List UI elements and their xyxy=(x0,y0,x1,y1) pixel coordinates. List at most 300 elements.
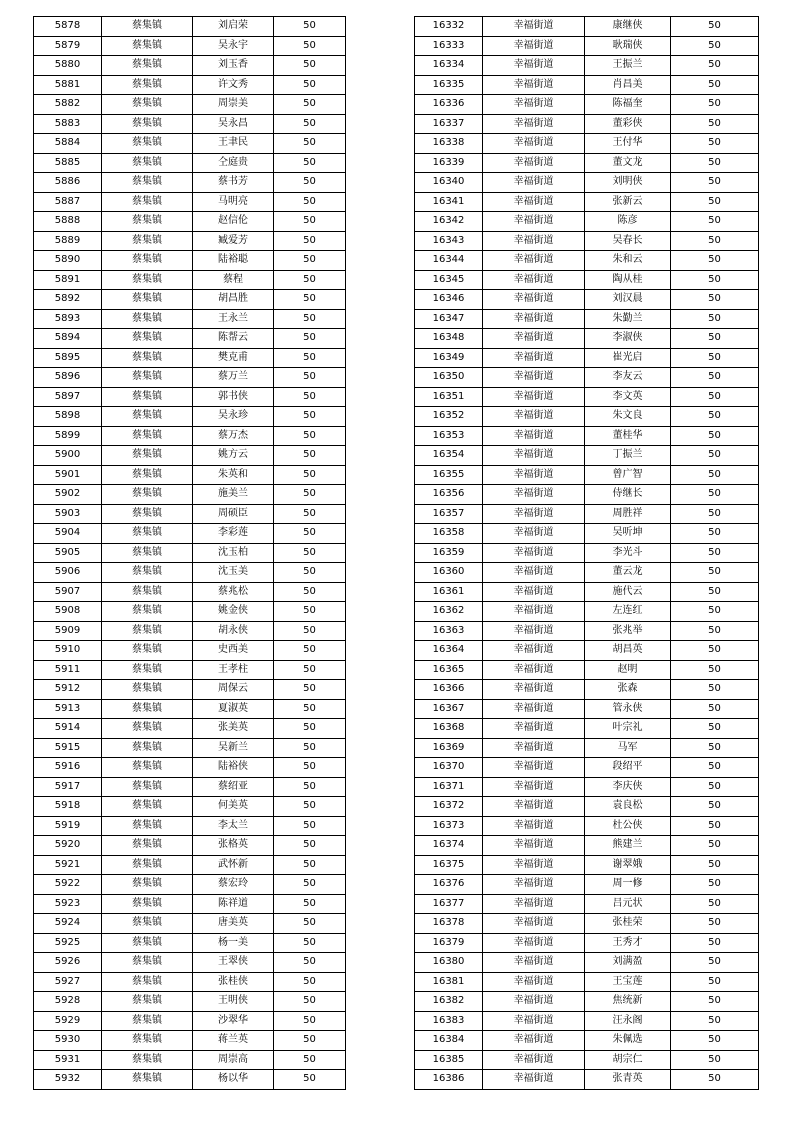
row-number-cell: 16386 xyxy=(415,1070,483,1090)
name-cell: 张桂荣 xyxy=(585,914,671,934)
table-row xyxy=(34,1050,346,1070)
district-cell: 蔡集镇 xyxy=(102,387,193,407)
name-cell: 郭书侠 xyxy=(193,387,274,407)
name-cell: 李光斗 xyxy=(585,543,671,563)
table-row xyxy=(34,407,346,427)
amount-cell: 50 xyxy=(671,524,759,544)
table-row xyxy=(415,1070,759,1090)
row-number-cell: 5929 xyxy=(34,1011,102,1031)
amount-cell: 50 xyxy=(671,836,759,856)
table-row xyxy=(415,660,759,680)
district-cell: 蔡集镇 xyxy=(102,680,193,700)
table-row xyxy=(415,680,759,700)
amount-cell: 50 xyxy=(274,212,346,232)
row-number-cell: 5907 xyxy=(34,582,102,602)
name-cell: 周一修 xyxy=(585,875,671,895)
district-cell: 幸福街道 xyxy=(483,777,585,797)
name-cell: 施代云 xyxy=(585,582,671,602)
name-cell: 周崇高 xyxy=(193,1050,274,1070)
amount-cell: 50 xyxy=(671,251,759,271)
amount-cell: 50 xyxy=(274,407,346,427)
table-row xyxy=(34,641,346,661)
amount-cell: 50 xyxy=(671,563,759,583)
district-cell: 幸福街道 xyxy=(483,875,585,895)
table-row xyxy=(415,56,759,76)
name-cell: 张格英 xyxy=(193,836,274,856)
district-cell: 蔡集镇 xyxy=(102,309,193,329)
district-cell: 蔡集镇 xyxy=(102,933,193,953)
row-number-cell: 16357 xyxy=(415,504,483,524)
table-row xyxy=(415,485,759,505)
name-cell: 蔡万兰 xyxy=(193,368,274,388)
amount-cell: 50 xyxy=(671,192,759,212)
row-number-cell: 5928 xyxy=(34,992,102,1012)
name-cell: 胡宗仁 xyxy=(585,1050,671,1070)
name-cell: 董文龙 xyxy=(585,153,671,173)
table-row xyxy=(415,894,759,914)
row-number-cell: 16332 xyxy=(415,17,483,37)
table-row xyxy=(34,836,346,856)
amount-cell: 50 xyxy=(274,524,346,544)
row-number-cell: 16378 xyxy=(415,914,483,934)
district-cell: 蔡集镇 xyxy=(102,485,193,505)
name-cell: 李太兰 xyxy=(193,816,274,836)
row-number-cell: 5896 xyxy=(34,368,102,388)
row-number-cell: 5892 xyxy=(34,290,102,310)
district-cell: 幸福街道 xyxy=(483,582,585,602)
table-row xyxy=(415,153,759,173)
district-cell: 幸福街道 xyxy=(483,816,585,836)
district-cell: 幸福街道 xyxy=(483,173,585,193)
table-row xyxy=(34,972,346,992)
row-number-cell: 5913 xyxy=(34,699,102,719)
name-cell: 李文英 xyxy=(585,387,671,407)
amount-cell: 50 xyxy=(274,231,346,251)
district-cell: 蔡集镇 xyxy=(102,914,193,934)
name-cell: 仝庭贵 xyxy=(193,153,274,173)
amount-cell: 50 xyxy=(671,1070,759,1090)
district-cell: 蔡集镇 xyxy=(102,621,193,641)
row-number-cell: 5902 xyxy=(34,485,102,505)
table-row xyxy=(34,504,346,524)
name-cell: 陆裕聪 xyxy=(193,251,274,271)
table-row xyxy=(34,797,346,817)
row-number-cell: 16369 xyxy=(415,738,483,758)
name-cell: 杜公侠 xyxy=(585,816,671,836)
district-cell: 幸福街道 xyxy=(483,368,585,388)
district-cell: 蔡集镇 xyxy=(102,524,193,544)
name-cell: 沈玉美 xyxy=(193,563,274,583)
amount-cell: 50 xyxy=(274,17,346,37)
amount-cell: 50 xyxy=(671,855,759,875)
name-cell: 刘玉香 xyxy=(193,56,274,76)
district-cell: 幸福街道 xyxy=(483,1031,585,1051)
name-cell: 刘启荣 xyxy=(193,17,274,37)
name-cell: 王秀才 xyxy=(585,933,671,953)
amount-cell: 50 xyxy=(671,1050,759,1070)
row-number-cell: 5918 xyxy=(34,797,102,817)
table-row xyxy=(415,524,759,544)
name-cell: 王翠侠 xyxy=(193,953,274,973)
name-cell: 胡昌英 xyxy=(585,641,671,661)
amount-cell: 50 xyxy=(671,329,759,349)
row-number-cell: 16351 xyxy=(415,387,483,407)
amount-cell: 50 xyxy=(274,368,346,388)
row-number-cell: 5906 xyxy=(34,563,102,583)
name-cell: 周胜祥 xyxy=(585,504,671,524)
amount-cell: 50 xyxy=(671,641,759,661)
amount-cell: 50 xyxy=(671,797,759,817)
name-cell: 樊克甫 xyxy=(193,348,274,368)
district-cell: 幸福街道 xyxy=(483,95,585,115)
district-cell: 幸福街道 xyxy=(483,407,585,427)
name-cell: 蔡兆松 xyxy=(193,582,274,602)
row-number-cell: 5898 xyxy=(34,407,102,427)
district-cell: 幸福街道 xyxy=(483,75,585,95)
amount-cell: 50 xyxy=(274,1070,346,1090)
district-cell: 幸福街道 xyxy=(483,212,585,232)
district-cell: 幸福街道 xyxy=(483,1070,585,1090)
name-cell: 王永兰 xyxy=(193,309,274,329)
row-number-cell: 5919 xyxy=(34,816,102,836)
district-cell: 蔡集镇 xyxy=(102,426,193,446)
name-cell: 吴永宇 xyxy=(193,36,274,56)
amount-cell: 50 xyxy=(671,407,759,427)
row-number-cell: 16341 xyxy=(415,192,483,212)
row-number-cell: 5880 xyxy=(34,56,102,76)
row-number-cell: 5908 xyxy=(34,602,102,622)
row-number-cell: 5882 xyxy=(34,95,102,115)
amount-cell: 50 xyxy=(274,758,346,778)
amount-cell: 50 xyxy=(671,738,759,758)
amount-cell: 50 xyxy=(671,465,759,485)
district-cell: 幸福街道 xyxy=(483,855,585,875)
table-row xyxy=(34,485,346,505)
name-cell: 李彩莲 xyxy=(193,524,274,544)
row-number-cell: 16363 xyxy=(415,621,483,641)
amount-cell: 50 xyxy=(274,602,346,622)
amount-cell: 50 xyxy=(274,75,346,95)
row-number-cell: 5915 xyxy=(34,738,102,758)
table-row xyxy=(34,1070,346,1090)
row-number-cell: 5890 xyxy=(34,251,102,271)
amount-cell: 50 xyxy=(274,329,346,349)
name-cell: 董桂华 xyxy=(585,426,671,446)
name-cell: 周崇美 xyxy=(193,95,274,115)
district-cell: 蔡集镇 xyxy=(102,875,193,895)
district-cell: 蔡集镇 xyxy=(102,270,193,290)
amount-cell: 50 xyxy=(274,192,346,212)
table-row xyxy=(34,992,346,1012)
name-cell: 唐美英 xyxy=(193,914,274,934)
amount-cell: 50 xyxy=(671,114,759,134)
name-cell: 董彩侠 xyxy=(585,114,671,134)
table-row xyxy=(34,1011,346,1031)
district-cell: 幸福街道 xyxy=(483,290,585,310)
name-cell: 康继侠 xyxy=(585,17,671,37)
amount-cell: 50 xyxy=(274,465,346,485)
row-number-cell: 5924 xyxy=(34,914,102,934)
amount-cell: 50 xyxy=(274,1031,346,1051)
row-number-cell: 16354 xyxy=(415,446,483,466)
name-cell: 周硕臣 xyxy=(193,504,274,524)
name-cell: 夏淑英 xyxy=(193,699,274,719)
name-cell: 武怀新 xyxy=(193,855,274,875)
row-number-cell: 16349 xyxy=(415,348,483,368)
row-number-cell: 5905 xyxy=(34,543,102,563)
district-cell: 幸福街道 xyxy=(483,699,585,719)
amount-cell: 50 xyxy=(274,1011,346,1031)
name-cell: 李淑侠 xyxy=(585,329,671,349)
amount-cell: 50 xyxy=(274,933,346,953)
name-cell: 张新云 xyxy=(585,192,671,212)
table-row xyxy=(34,251,346,271)
district-cell: 幸福街道 xyxy=(483,426,585,446)
amount-cell: 50 xyxy=(274,348,346,368)
row-number-cell: 16367 xyxy=(415,699,483,719)
district-cell: 幸福街道 xyxy=(483,1050,585,1070)
table-row xyxy=(34,914,346,934)
amount-cell: 50 xyxy=(274,309,346,329)
table-row xyxy=(34,816,346,836)
row-number-cell: 16359 xyxy=(415,543,483,563)
row-number-cell: 16335 xyxy=(415,75,483,95)
amount-cell: 50 xyxy=(274,504,346,524)
district-cell: 蔡集镇 xyxy=(102,894,193,914)
amount-cell: 50 xyxy=(274,290,346,310)
amount-cell: 50 xyxy=(274,387,346,407)
row-number-cell: 5911 xyxy=(34,660,102,680)
district-cell: 幸福街道 xyxy=(483,953,585,973)
amount-cell: 50 xyxy=(274,153,346,173)
name-cell: 胡永侠 xyxy=(193,621,274,641)
table-row xyxy=(34,212,346,232)
district-cell: 幸福街道 xyxy=(483,621,585,641)
district-cell: 蔡集镇 xyxy=(102,114,193,134)
amount-cell: 50 xyxy=(671,894,759,914)
district-cell: 幸福街道 xyxy=(483,914,585,934)
name-cell: 陶从桂 xyxy=(585,270,671,290)
row-number-cell: 5897 xyxy=(34,387,102,407)
district-cell: 蔡集镇 xyxy=(102,173,193,193)
district-cell: 蔡集镇 xyxy=(102,797,193,817)
row-number-cell: 16353 xyxy=(415,426,483,446)
name-cell: 左连红 xyxy=(585,602,671,622)
table-row xyxy=(415,992,759,1012)
table-row xyxy=(34,602,346,622)
row-number-cell: 16376 xyxy=(415,875,483,895)
row-number-cell: 16334 xyxy=(415,56,483,76)
table-row xyxy=(415,192,759,212)
table-row xyxy=(415,582,759,602)
row-number-cell: 16333 xyxy=(415,36,483,56)
district-cell: 幸福街道 xyxy=(483,680,585,700)
district-cell: 蔡集镇 xyxy=(102,407,193,427)
district-cell: 幸福街道 xyxy=(483,641,585,661)
name-cell: 杨以华 xyxy=(193,1070,274,1090)
amount-cell: 50 xyxy=(671,543,759,563)
district-cell: 幸福街道 xyxy=(483,192,585,212)
row-number-cell: 5893 xyxy=(34,309,102,329)
table-row xyxy=(415,797,759,817)
row-number-cell: 5888 xyxy=(34,212,102,232)
amount-cell: 50 xyxy=(274,173,346,193)
table-row xyxy=(415,699,759,719)
name-cell: 刘明侠 xyxy=(585,173,671,193)
row-number-cell: 5878 xyxy=(34,17,102,37)
row-number-cell: 5904 xyxy=(34,524,102,544)
amount-cell: 50 xyxy=(671,212,759,232)
row-number-cell: 5894 xyxy=(34,329,102,349)
row-number-cell: 5884 xyxy=(34,134,102,154)
name-cell: 董云龙 xyxy=(585,563,671,583)
table-row xyxy=(34,153,346,173)
district-cell: 幸福街道 xyxy=(483,36,585,56)
amount-cell: 50 xyxy=(274,543,346,563)
amount-cell: 50 xyxy=(274,563,346,583)
table-row xyxy=(34,563,346,583)
table-row xyxy=(34,329,346,349)
district-cell: 幸福街道 xyxy=(483,1011,585,1031)
table-row xyxy=(34,738,346,758)
row-number-cell: 5881 xyxy=(34,75,102,95)
table-row xyxy=(415,348,759,368)
row-number-cell: 5916 xyxy=(34,758,102,778)
amount-cell: 50 xyxy=(671,933,759,953)
table-row xyxy=(415,270,759,290)
name-cell: 丁振兰 xyxy=(585,446,671,466)
district-cell: 蔡集镇 xyxy=(102,212,193,232)
name-cell: 王明侠 xyxy=(193,992,274,1012)
name-cell: 曾广智 xyxy=(585,465,671,485)
row-number-cell: 5887 xyxy=(34,192,102,212)
row-number-cell: 5930 xyxy=(34,1031,102,1051)
row-number-cell: 16362 xyxy=(415,602,483,622)
row-number-cell: 16343 xyxy=(415,231,483,251)
name-cell: 姚方云 xyxy=(193,446,274,466)
amount-cell: 50 xyxy=(671,914,759,934)
district-cell: 幸福街道 xyxy=(483,504,585,524)
amount-cell: 50 xyxy=(671,368,759,388)
row-number-cell: 5903 xyxy=(34,504,102,524)
amount-cell: 50 xyxy=(671,992,759,1012)
district-cell: 蔡集镇 xyxy=(102,855,193,875)
amount-cell: 50 xyxy=(274,875,346,895)
name-cell: 赵信伦 xyxy=(193,212,274,232)
amount-cell: 50 xyxy=(274,114,346,134)
district-cell: 幸福街道 xyxy=(483,251,585,271)
amount-cell: 50 xyxy=(671,290,759,310)
amount-cell: 50 xyxy=(671,758,759,778)
amount-cell: 50 xyxy=(274,485,346,505)
name-cell: 赵明 xyxy=(585,660,671,680)
name-cell: 张森 xyxy=(585,680,671,700)
amount-cell: 50 xyxy=(274,426,346,446)
district-cell: 蔡集镇 xyxy=(102,992,193,1012)
amount-cell: 50 xyxy=(671,446,759,466)
table-row xyxy=(415,75,759,95)
district-cell: 幸福街道 xyxy=(483,114,585,134)
amount-cell: 50 xyxy=(671,348,759,368)
table-row xyxy=(34,231,346,251)
name-cell: 王振兰 xyxy=(585,56,671,76)
district-cell: 幸福街道 xyxy=(483,329,585,349)
name-cell: 叶宗礼 xyxy=(585,719,671,739)
row-number-cell: 5920 xyxy=(34,836,102,856)
amount-cell: 50 xyxy=(671,1031,759,1051)
name-cell: 吴永珍 xyxy=(193,407,274,427)
table-row xyxy=(415,543,759,563)
name-cell: 谢翠娥 xyxy=(585,855,671,875)
name-cell: 朱勤兰 xyxy=(585,309,671,329)
district-cell: 蔡集镇 xyxy=(102,719,193,739)
district-cell: 蔡集镇 xyxy=(102,836,193,856)
row-number-cell: 5901 xyxy=(34,465,102,485)
amount-cell: 50 xyxy=(671,972,759,992)
amount-cell: 50 xyxy=(671,504,759,524)
district-cell: 蔡集镇 xyxy=(102,1050,193,1070)
district-cell: 幸福街道 xyxy=(483,972,585,992)
table-row xyxy=(34,894,346,914)
district-cell: 幸福街道 xyxy=(483,660,585,680)
table-row xyxy=(415,290,759,310)
row-number-cell: 16338 xyxy=(415,134,483,154)
row-number-cell: 16372 xyxy=(415,797,483,817)
table-row xyxy=(415,309,759,329)
name-cell: 汪永阁 xyxy=(585,1011,671,1031)
amount-cell: 50 xyxy=(671,134,759,154)
row-number-cell: 16374 xyxy=(415,836,483,856)
row-number-cell: 16346 xyxy=(415,290,483,310)
amount-cell: 50 xyxy=(274,660,346,680)
table-row xyxy=(415,114,759,134)
name-cell: 崔光启 xyxy=(585,348,671,368)
name-cell: 耿瑞侠 xyxy=(585,36,671,56)
amount-cell: 50 xyxy=(274,816,346,836)
district-cell: 幸福街道 xyxy=(483,894,585,914)
row-number-cell: 5889 xyxy=(34,231,102,251)
table-row xyxy=(415,719,759,739)
row-number-cell: 16350 xyxy=(415,368,483,388)
name-cell: 许文秀 xyxy=(193,75,274,95)
table-row xyxy=(34,426,346,446)
name-cell: 王孝柱 xyxy=(193,660,274,680)
district-cell: 幸福街道 xyxy=(483,465,585,485)
name-cell: 蔡程 xyxy=(193,270,274,290)
table-row xyxy=(34,36,346,56)
name-cell: 王宝莲 xyxy=(585,972,671,992)
name-cell: 王聿民 xyxy=(193,134,274,154)
name-cell: 蔡绍亚 xyxy=(193,777,274,797)
table-row xyxy=(34,446,346,466)
amount-cell: 50 xyxy=(671,602,759,622)
district-cell: 蔡集镇 xyxy=(102,816,193,836)
row-number-cell: 5922 xyxy=(34,875,102,895)
row-number-cell: 16337 xyxy=(415,114,483,134)
district-cell: 蔡集镇 xyxy=(102,348,193,368)
table-row xyxy=(34,777,346,797)
district-cell: 幸福街道 xyxy=(483,563,585,583)
name-cell: 管永侠 xyxy=(585,699,671,719)
row-number-cell: 16375 xyxy=(415,855,483,875)
table-row xyxy=(34,387,346,407)
amount-cell: 50 xyxy=(274,699,346,719)
row-number-cell: 16366 xyxy=(415,680,483,700)
row-number-cell: 16371 xyxy=(415,777,483,797)
row-number-cell: 5921 xyxy=(34,855,102,875)
table-row xyxy=(34,933,346,953)
table-row xyxy=(415,173,759,193)
